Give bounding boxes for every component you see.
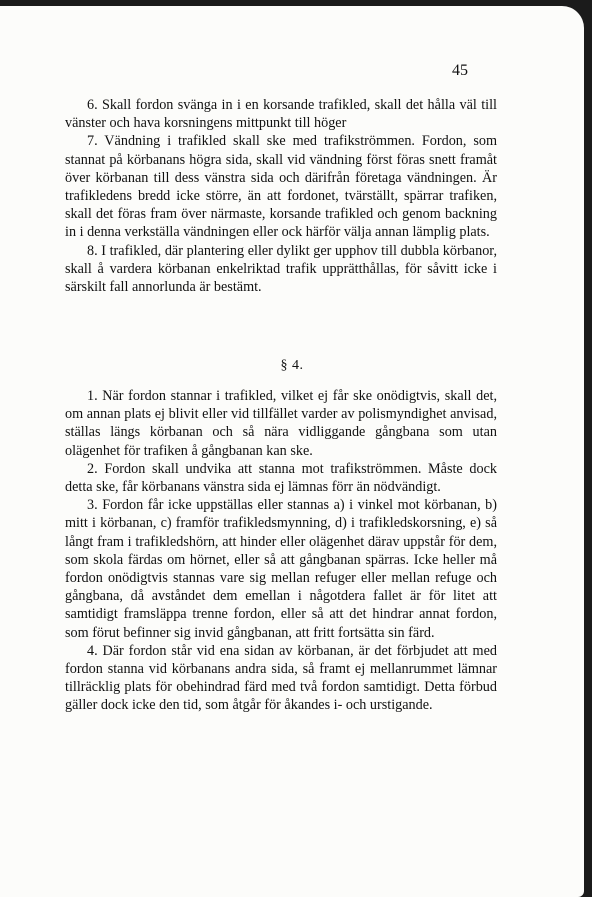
paragraph-4: 4. Där fordon står vid ena sidan av körbanan, är det förbjudet att med fordon stanna vid körbanans andra sida, så framt ej mellanrummet lämnar tillräcklig plats för obehindrad färd med två fordon samtidigt. Detta förbud gäller dock icke den tid, som åtgår för åkandes i- och urstigande. [65,642,497,714]
paragraph-8: 8. I trafikled, där plantering eller dylikt ger upphov till dubbla körbanor, skall å vardera körbanan enkelriktad trafik upprätthållas, för såvitt icke i särskilt fall annorlunda är bestämt. [65,242,497,296]
paragraph-3: 3. Fordon får icke uppställas eller stannas a) i vinkel mot körbanan, b) mitt i körbanan, c) framför trafikledsmynning, d) i trafikledskorsning, e) så långt fram i trafikledshörn, att hinder eller olägenhet därav uppstår för dem, som skola färdas om hörnet, eller så att gångbanan spärras. Icke heller må fordon onödigtvis stannas vare sig mellan refuger eller mellan refuge och gångbana, då avståndet dem emellan i någotdera fallet är för litet att samtidigt framsläppa trenne fordon, eller så att det hindrar annat fordon, som förut befinner sig invid gångbanan, att fritt fortsätta sin färd. [65,497,497,641]
paragraph-1: 1. När fordon stannar i trafikled, vilket ej får ske onödigtvis, skall det, om annan plats ej blivit eller vid tillfället varder av polismyndighet anvisad, ställas längs körbanan och så nära vidliggande gångbana som utan olägenhet för trafiken å gångbanan kan ske. [65,388,497,459]
top-text-block [65,96,497,296]
page-number: 45 [452,62,468,79]
bottom-text-block [65,387,497,715]
section-heading: § 4. [280,358,304,373]
document-page [0,6,584,897]
paragraph-6: 6. Skall fordon svänga in i en korsande trafikled, skall det hålla väl till vänster och hava korsningens mittpunkt till höger [65,97,497,132]
paragraph-7: 7. Vändning i trafikled skall ske med trafikströmmen. Fordon, som stannat på körbanans högra sida, skall vid vändning först föras snett framåt över körbanan till dess vänstra sida och därifrån företaga vändningen. Är trafikledens bredd icke större, än att fordonet, tvärställt, spärrar trafiken, skall det föras fram över närmaste, korsande trafikled och genom backning in i denna verkställa vändningen eller ock härför välja annan lämplig plats. [65,133,497,241]
paragraph-2: 2. Fordon skall undvika att stanna mot trafikströmmen. Måste dock detta ske, får körbanans vänstra sida ej lämnas förr än nödvändigt. [65,460,497,496]
